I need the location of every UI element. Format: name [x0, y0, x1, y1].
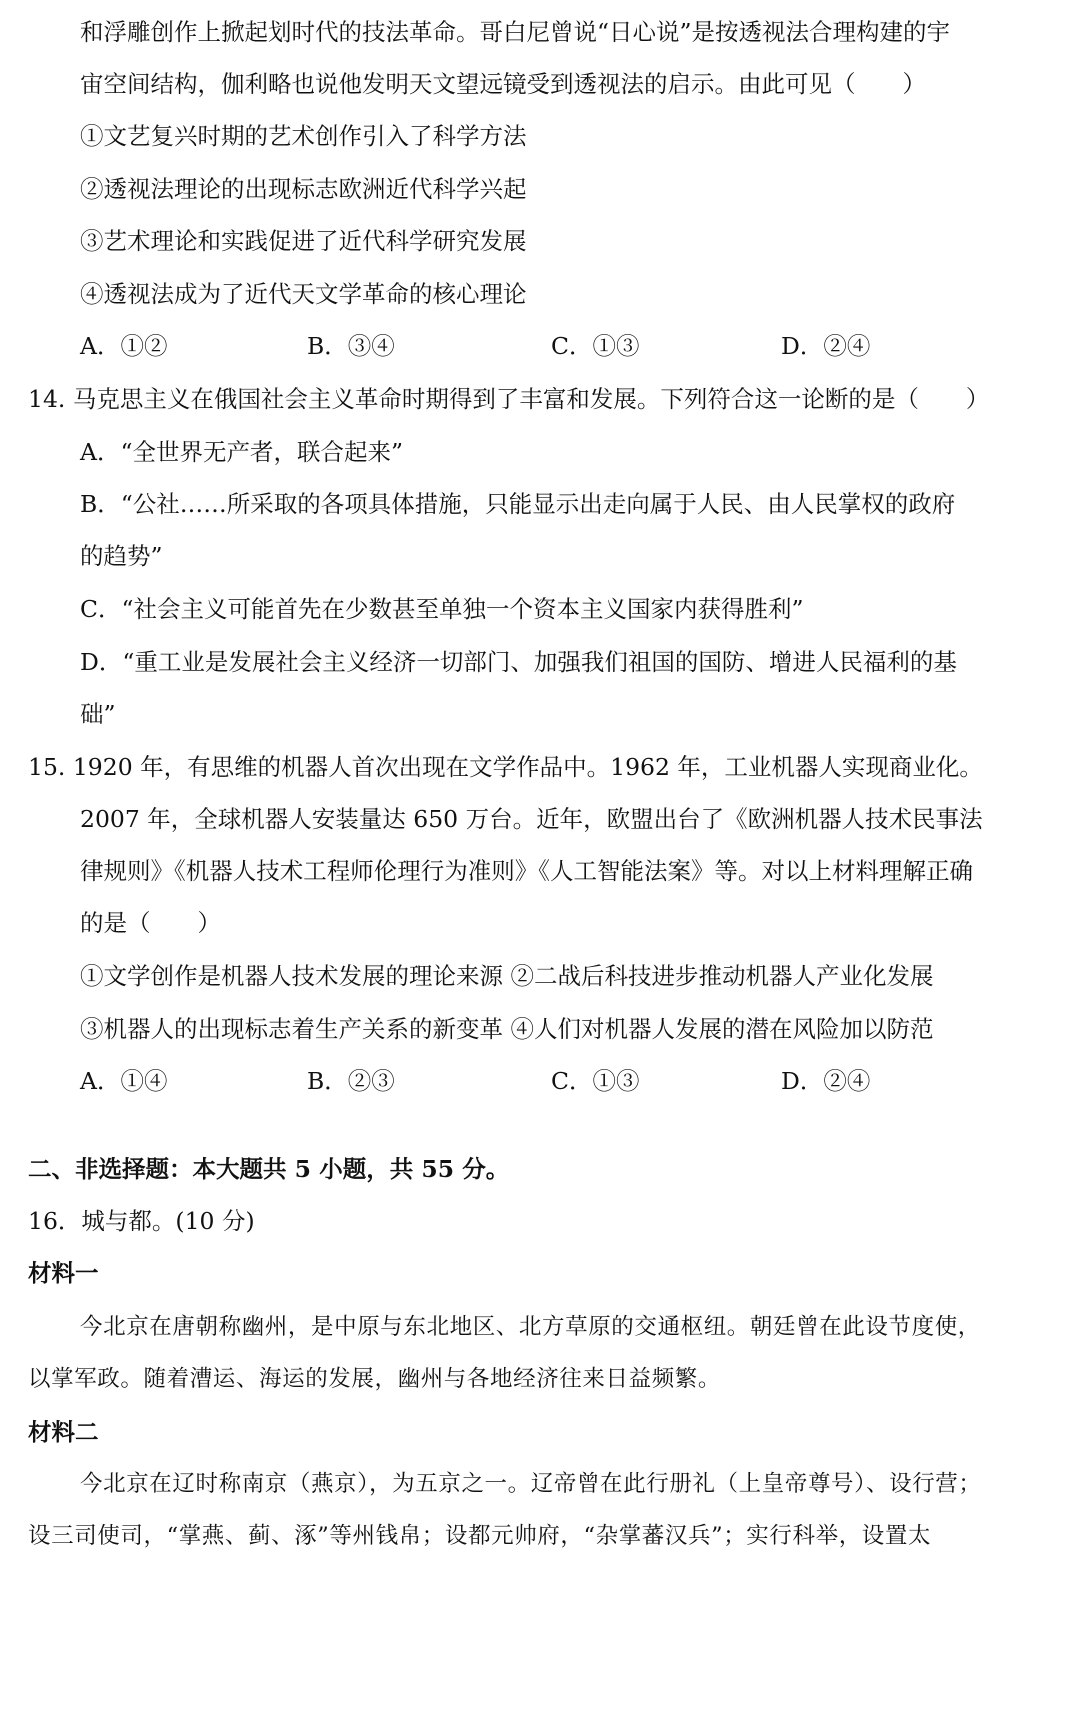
q13-item-4: ④透视法成为了近代天文学革命的核心理论 — [80, 280, 527, 308]
q14-option-d-line-2: 础” — [80, 700, 116, 728]
q14-option-b-line-2: 的趋势” — [80, 542, 163, 570]
q15-option-b: B．②③ — [307, 1067, 395, 1095]
q15-stem-line-4: 的是（ ） — [80, 909, 221, 937]
q13-option-a: A．①② — [80, 332, 168, 360]
q14-stem: 14. 马克思主义在俄国社会主义革命时期得到了丰富和发展。下列符合这一论断的是（ ） — [28, 385, 990, 413]
q14-option-a: A．“全世界无产者，联合起来” — [80, 438, 403, 466]
q16-material-1-title: 材料一 — [28, 1259, 99, 1287]
q13-item-1: ①文艺复兴时期的艺术创作引入了科学方法 — [80, 122, 527, 150]
q16-material-1-line-2: 以掌军政。随着漕运、海运的发展，幽州与各地经济往来日益频繁。 — [28, 1366, 722, 1392]
q14-option-b-line-1: B．“公社……所采取的各项具体措施，只能显示出走向属于人民、由人民掌权的政府 — [80, 490, 956, 518]
q16-material-1-line-1: 今北京在唐朝称幽州，是中原与东北地区、北方草原的交通枢纽。朝廷曾在此设节度使， — [80, 1314, 981, 1340]
q13-item-3: ③艺术理论和实践促进了近代科学研究发展 — [80, 227, 527, 255]
q16-material-2-title: 材料二 — [28, 1418, 99, 1446]
q15-stem-line-3: 律规则》《机器人技术工程师伦理行为准则》《人工智能法案》等。对以上材料理解正确 — [80, 857, 973, 885]
q13-option-c: C．①③ — [551, 332, 640, 360]
q15-items-line-2: ③机器人的出现标志着生产关系的新变革 ④人们对机器人发展的潜在风险加以防范 — [80, 1015, 934, 1043]
q13-option-d: D．②④ — [781, 332, 871, 360]
q14-option-d-line-1: D．“重工业是发展社会主义经济一切部门、加强我们祖国的国防、增进人民福利的基 — [80, 648, 957, 676]
q16-material-2-line-2: 设三司使司，“掌燕、蓟、涿”等州钱帛；设都元帅府，“杂掌蕃汉兵”；实行科举，设置太 — [28, 1523, 932, 1549]
q15-stem-line-2: 2007 年，全球机器人安装量达 650 万台。近年，欧盟出台了《欧洲机器人技术民事法 — [80, 805, 983, 833]
q16-material-2-line-1: 今北京在辽时称南京（燕京），为五京之一。辽帝曾在此行册礼（上皇帝尊号）、设行营； — [80, 1471, 982, 1497]
q14-option-c: C．“社会主义可能首先在少数甚至单独一个资本主义国家内获得胜利” — [80, 595, 804, 623]
q13-option-b: B．③④ — [307, 332, 395, 360]
q15-items-line-1: ①文学创作是机器人技术发展的理论来源 ②二战后科技进步推动机器人产业化发展 — [80, 962, 934, 990]
q15-option-a: A．①④ — [80, 1067, 168, 1095]
q13-item-2: ②透视法理论的出现标志欧洲近代科学兴起 — [80, 175, 527, 203]
q13-stem-line-1: 和浮雕创作上掀起划时代的技法革命。哥白尼曾说“日心说”是按透视法合理构建的宇 — [80, 18, 951, 46]
section-heading: 二、非选择题：本大题共 5 小题，共 55 分。 — [28, 1155, 510, 1183]
q16-stem: 16．城与都。(10 分) — [28, 1207, 255, 1235]
q15-stem-line-1: 15. 1920 年，有思维的机器人首次出现在文学作品中。1962 年，工业机器人实现商业化。 — [28, 753, 983, 781]
q15-option-c: C．①③ — [551, 1067, 640, 1095]
q13-stem-line-2: 宙空间结构，伽利略也说他发明天文望远镜受到透视法的启示。由此可见（ ） — [80, 70, 926, 98]
q15-option-d: D．②④ — [781, 1067, 871, 1095]
